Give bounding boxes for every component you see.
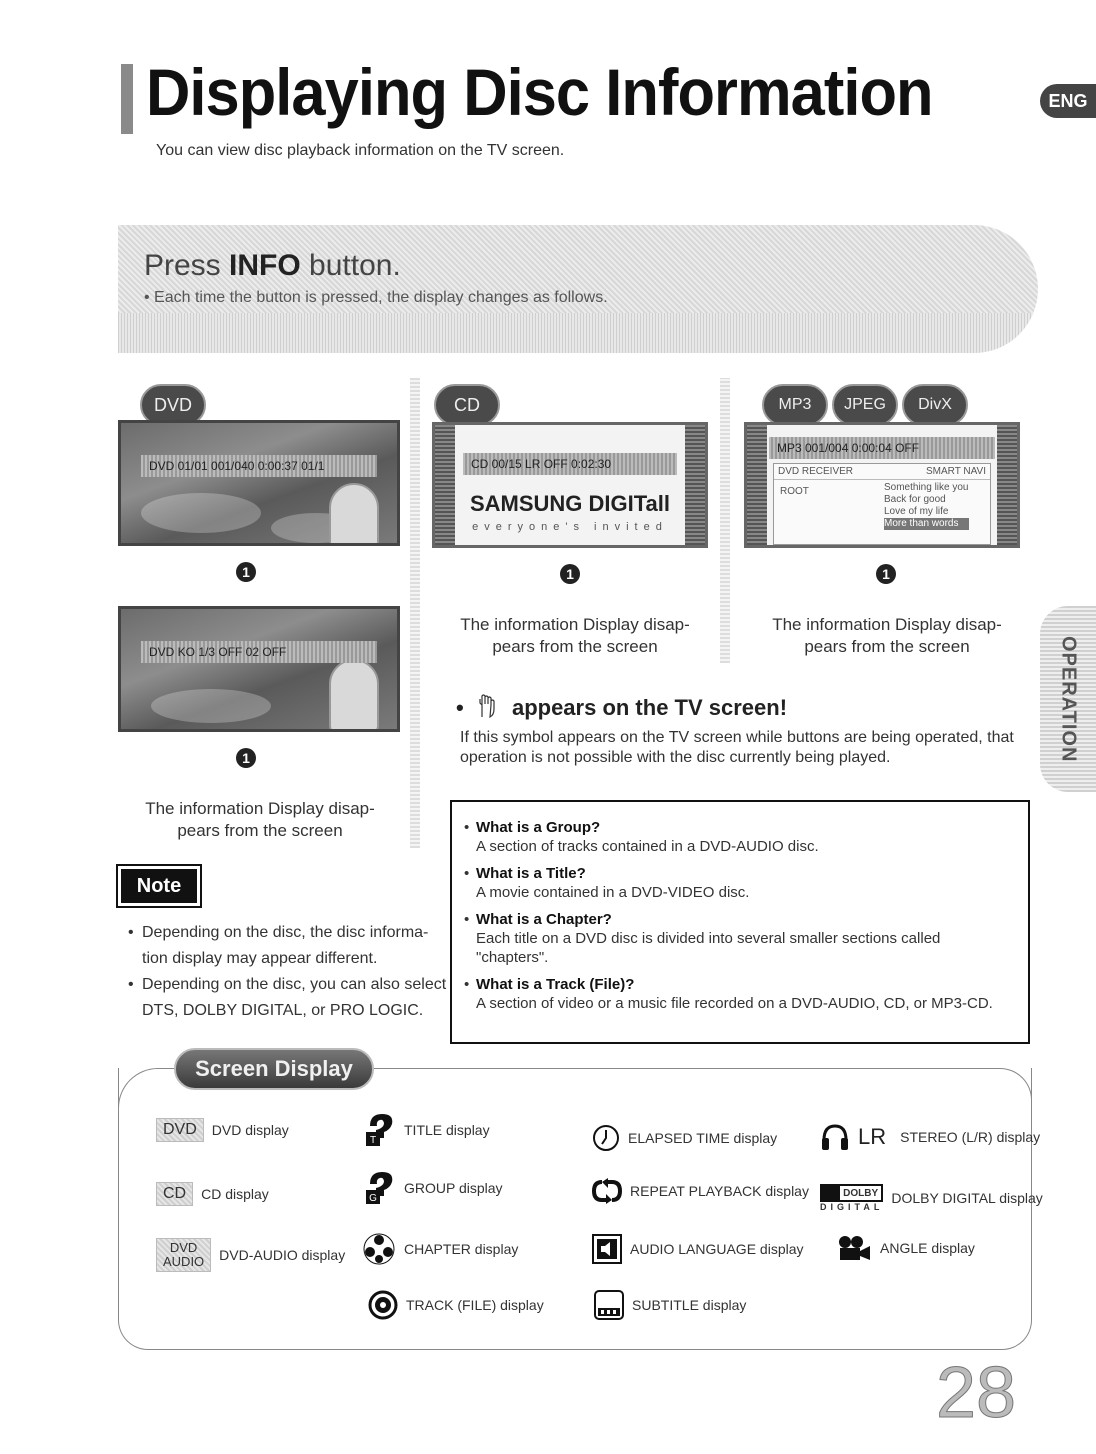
legend-label: TITLE display [404, 1122, 490, 1138]
legend-label: CHAPTER display [404, 1241, 519, 1257]
dolby-double-d-icon [822, 1186, 840, 1200]
step-arrow-icon: 1 [236, 562, 256, 582]
legend-repeat [592, 1178, 809, 1204]
banner-title-prefix: Press [144, 249, 230, 282]
disappears-line: The information Display disap- [772, 615, 1002, 634]
svg-text:G: G [369, 1193, 377, 1204]
legend-label: TRACK (FILE) display [406, 1297, 544, 1313]
dvd-screen-2 [118, 606, 400, 732]
file-item[interactable]: Love of my life [884, 506, 949, 517]
definition-title [464, 864, 1014, 902]
disappears-line: The information Display disap- [145, 799, 375, 818]
definition-chapter [464, 910, 1014, 967]
step-arrow-icon: 1 [560, 564, 580, 584]
screen-display-heading: Screen Display [174, 1048, 374, 1090]
dvd-screen-1 [118, 420, 400, 546]
legend-angle [836, 1234, 975, 1262]
repeat-icon [592, 1178, 622, 1204]
note-item: • Depending on the disc, you can also select DTS, DOLBY DIGITAL, or PRO LOGIC. [128, 972, 448, 1024]
legend-cd [156, 1182, 269, 1206]
appears-title-text: appears on the TV screen! [511, 695, 788, 720]
definition-question: • What is a Group? [476, 819, 601, 836]
dvd-disappears-text [140, 798, 380, 842]
language-badge: ENG [1040, 84, 1096, 118]
side-tab-label: OPERATION [1057, 635, 1080, 763]
jpeg-badge: JPEG [832, 384, 898, 426]
column-divider [410, 378, 420, 848]
cactus-image [329, 483, 379, 546]
page-title: Displaying Disc Information [146, 55, 933, 129]
banner-title [144, 249, 401, 283]
definitions-box [450, 800, 1030, 1044]
dvd-info-bar-2: DVD KO 1/3 OFF 02 OFF [141, 641, 377, 663]
disappears-line: pears from the screen [177, 821, 343, 840]
legend-dvd [156, 1118, 289, 1142]
appears-description: If this symbol appears on the TV screen while buttons are being operated, that operation is not possible with the disc currently being played. [460, 729, 1014, 766]
legend-label: SUBTITLE display [632, 1297, 747, 1313]
clock-icon [592, 1124, 620, 1152]
dvd-tag: DVD [156, 1118, 204, 1142]
mp3-badge: MP3 [762, 384, 828, 426]
cd-disappears-text [444, 614, 706, 658]
dolby-digital-text: DIGITAL [820, 1202, 884, 1212]
legend-audio-language [592, 1234, 804, 1264]
legend-label: STEREO (L/R) display [900, 1129, 1041, 1145]
title-accent-bar [121, 64, 133, 134]
info-button-name: INFO [229, 249, 301, 282]
legend-label: CD display [201, 1186, 269, 1202]
mp3-disappears-text [756, 614, 1018, 658]
instruction-banner [118, 225, 1038, 353]
disappears-line: pears from the screen [804, 637, 970, 656]
legend-dolby [820, 1184, 1043, 1212]
legend-subtitle [594, 1290, 746, 1320]
legend-label: AUDIO LANGUAGE display [630, 1241, 804, 1257]
definition-answer: Each title on a DVD disc is divided into several smaller sections called "chapters". [476, 930, 941, 966]
tag-line: DVD [169, 1240, 198, 1255]
note-item: • Depending on the disc, the disc informa-tion display may appear different. [128, 920, 448, 972]
chapter-icon [362, 1232, 396, 1266]
page-subtitle: You can view disc playback information on the TV screen. [156, 142, 565, 159]
definition-question: • What is a Title? [476, 865, 586, 882]
water-ripple [141, 493, 261, 533]
stereo-glyph: LR [858, 1124, 887, 1149]
note-label: Note [118, 866, 200, 906]
cd-tag: CD [156, 1182, 193, 1206]
legend-stereo [820, 1122, 1040, 1152]
definition-answer: A section of video or a music file recorded on a DVD-AUDIO, CD, or MP3-CD. [476, 995, 993, 1012]
browser-header [774, 464, 990, 480]
cd-info-bar: CD 00/15 LR OFF 0:02:30 [463, 453, 677, 475]
disappears-line: The information Display disap- [460, 615, 690, 634]
step-arrow-icon: 1 [876, 564, 896, 584]
page-number: 28 [936, 1353, 1017, 1433]
legend-label: REPEAT PLAYBACK display [630, 1183, 809, 1199]
screen-edge [747, 425, 767, 545]
mp3-info-bar: MP3 001/004 0:00:04 OFF [769, 437, 995, 459]
headphones-icon [820, 1122, 850, 1152]
screen-edge [997, 425, 1017, 545]
dvd-info-bar-1: DVD 01/01 001/040 0:00:37 01/1 [141, 455, 377, 477]
legend-elapsed [592, 1124, 777, 1152]
definition-question: • What is a Track (File)? [476, 976, 635, 993]
audio-language-icon [592, 1234, 622, 1264]
file-list [884, 482, 969, 530]
divx-badge: DivX [902, 384, 968, 426]
hand-icon [476, 693, 498, 719]
dolby-badge-text: DOLBY [843, 1187, 879, 1199]
cd-screen [432, 422, 708, 548]
definition-answer: A movie contained in a DVD-VIDEO disc. [476, 884, 750, 901]
samsung-tagline: everyone's invited [472, 521, 668, 533]
samsung-logo: SAMSUNG DIGITall [469, 491, 671, 516]
banner-subtext: • Each time the button is pressed, the display changes as follows. [144, 289, 608, 306]
legend-title [362, 1112, 490, 1148]
definition-group [464, 818, 1014, 856]
definition-question: • What is a Chapter? [476, 911, 612, 928]
cactus-image [329, 659, 379, 732]
dolby-logo [820, 1184, 883, 1212]
disappears-line: pears from the screen [492, 637, 658, 656]
note-list [128, 920, 448, 1024]
dvd-audio-tag [156, 1238, 211, 1272]
legend-dvd-audio [156, 1238, 345, 1272]
subtitle-icon [594, 1290, 624, 1320]
group-icon [362, 1170, 396, 1206]
banner-stripe [118, 313, 1038, 353]
definition-answer: A section of tracks contained in a DVD-AUDIO disc. [476, 838, 819, 855]
water-ripple [151, 689, 271, 723]
browser-mode: SMART NAVI [925, 466, 986, 477]
cd-badge: CD [434, 384, 500, 426]
legend-label: DVD-AUDIO display [219, 1247, 346, 1263]
legend-label: GROUP display [404, 1180, 503, 1196]
legend-label: ANGLE display [880, 1240, 975, 1256]
column-divider [720, 378, 730, 663]
legend-group [362, 1170, 503, 1206]
browser-title: DVD RECEIVER [778, 466, 854, 477]
camera-icon [836, 1234, 872, 1262]
track-icon [368, 1290, 398, 1320]
dvd-badge: DVD [140, 384, 206, 426]
mp3-screen [744, 422, 1020, 548]
panel-top-line [360, 1068, 1000, 1069]
tag-line: AUDIO [163, 1254, 205, 1269]
operation-side-tab [1040, 606, 1096, 792]
legend-chapter [362, 1232, 518, 1266]
legend-label: DVD display [211, 1122, 289, 1138]
file-item[interactable]: Something like you [884, 482, 969, 493]
banner-title-suffix: button. [300, 249, 401, 282]
definition-track [464, 975, 1014, 1013]
file-item[interactable]: Back for good [884, 494, 946, 505]
legend-track [368, 1290, 544, 1320]
legend-label: DOLBY DIGITAL display [891, 1190, 1043, 1206]
svg-text:T: T [369, 1135, 377, 1146]
legend-label: ELAPSED TIME display [628, 1130, 778, 1146]
step-arrow-icon: 1 [236, 748, 256, 768]
root-folder[interactable]: ROOT [780, 486, 809, 497]
title-icon [362, 1112, 396, 1148]
dolby-mark [820, 1184, 883, 1202]
file-browser [773, 463, 991, 545]
appears-heading: • appears on the TV screen! [456, 695, 788, 720]
file-item[interactable]: More than words [884, 518, 969, 530]
